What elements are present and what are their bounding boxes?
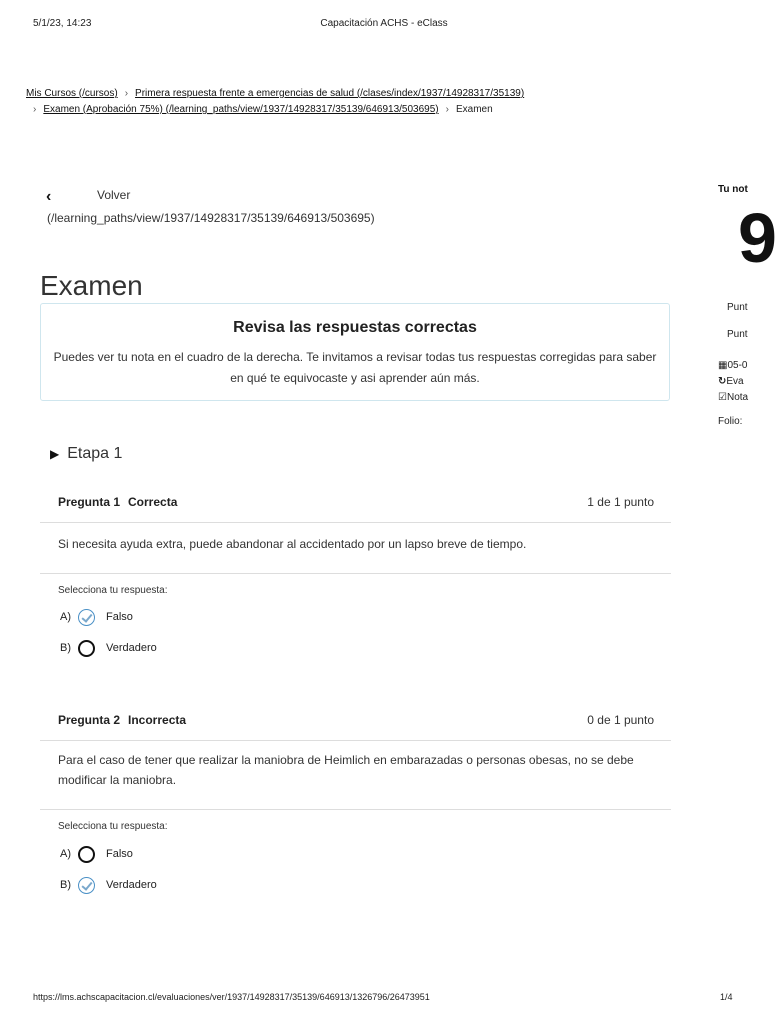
- option-letter: A): [60, 611, 71, 623]
- back-link-path[interactable]: (/learning_paths/view/1937/14928317/35139/646913/503695): [47, 211, 375, 225]
- question-status: Incorrecta: [128, 713, 187, 727]
- breadcrumb-separator: ›: [33, 104, 37, 115]
- divider: [40, 573, 671, 574]
- option-label: Verdadero: [106, 642, 157, 654]
- question-text: Para el caso de tener que realizar la maniobra de Heimlich en embarazadas o personas obesas, no se debe modificar la maniobra.: [58, 753, 634, 787]
- radio-checked-icon[interactable]: [78, 877, 95, 894]
- print-page-number: 1/4: [720, 992, 733, 1002]
- breadcrumb-course-link[interactable]: Primera respuesta frente a emergencias de salud (/clases/index/1937/14928317/35139): [135, 88, 525, 99]
- divider: [40, 522, 671, 523]
- folio-label: Folio:: [718, 416, 743, 427]
- radio-unchecked-icon[interactable]: [78, 640, 95, 657]
- info-box-text: Puedes ver tu nota en el cuadro de la derecha. Te invitamos a revisar todas tus respuestas corregidas para saber en qué te equivocaste y asi aprender aún más.: [53, 350, 657, 385]
- score-line: Punt: [727, 302, 748, 313]
- question-status: Correcta: [128, 495, 178, 509]
- grade-score: 9: [738, 199, 777, 277]
- option-label: Verdadero: [106, 879, 157, 891]
- print-date: 5/1/23, 14:23: [33, 18, 92, 29]
- radio-checked-icon[interactable]: [78, 609, 95, 626]
- back-link[interactable]: Volver: [97, 188, 131, 202]
- breadcrumb: [26, 88, 524, 99]
- question-text: Si necesita ayuda extra, puede abandonar al accidentado por un lapso breve de tiempo.: [58, 537, 527, 551]
- print-footer-url: https://lms.achscapacitacion.cl/evaluaciones/ver/1937/14928317/35139/646913/1326796/26473951: [33, 992, 430, 1002]
- checkbox-icon: ☑: [718, 392, 727, 403]
- question-header: [58, 495, 654, 509]
- grade-title: Tu not: [718, 184, 748, 195]
- divider: [40, 809, 671, 810]
- option-letter: B): [60, 642, 71, 654]
- breadcrumb-line-2: [33, 104, 493, 115]
- question-points: 1 de 1 punto: [587, 495, 654, 509]
- triangle-right-icon: ▶: [50, 447, 60, 461]
- info-box-title: Revisa las respuestas correctas: [233, 319, 477, 336]
- question-number: Pregunta 1: [58, 495, 121, 509]
- eval-line: [718, 376, 744, 387]
- answer-option[interactable]: [60, 607, 133, 627]
- review-info-box: [40, 303, 670, 401]
- stage-label: Etapa 1: [67, 445, 123, 462]
- answer-option[interactable]: [60, 875, 157, 895]
- answer-prompt: Selecciona tu respuesta:: [58, 585, 168, 596]
- question-points: 0 de 1 punto: [587, 713, 654, 727]
- breadcrumb-my-courses-link[interactable]: Mis Cursos (/cursos): [26, 88, 118, 99]
- stage-toggle[interactable]: [50, 445, 122, 463]
- nota-line: [718, 392, 748, 403]
- grade-side-panel: [714, 180, 777, 440]
- print-page-title: Capacitación ACHS - eClass: [320, 18, 448, 29]
- eval-label: Eva: [726, 376, 744, 387]
- breadcrumb-separator: ›: [124, 88, 129, 99]
- date-line: [718, 360, 747, 371]
- option-letter: A): [60, 848, 71, 860]
- answer-prompt: Selecciona tu respuesta:: [58, 821, 168, 832]
- option-letter: B): [60, 879, 71, 891]
- divider: [40, 740, 671, 741]
- answer-option[interactable]: [60, 638, 157, 658]
- radio-unchecked-icon[interactable]: [78, 846, 95, 863]
- score-line: Punt: [727, 329, 748, 340]
- question-number: Pregunta 2: [58, 713, 121, 727]
- grade-date: 05-0: [727, 360, 748, 371]
- option-label: Falso: [106, 848, 133, 860]
- breadcrumb-current: Examen: [455, 104, 493, 115]
- nota-label: Nota: [726, 392, 749, 403]
- breadcrumb-exam-path-link[interactable]: Examen (Aprobación 75%) (/learning_paths/view/1937/14928317/35139/646913/503695): [43, 104, 439, 115]
- calendar-icon: ▦: [718, 360, 728, 371]
- refresh-icon: ↻: [718, 376, 727, 387]
- breadcrumb-separator: ›: [445, 104, 449, 115]
- option-label: Falso: [106, 611, 133, 623]
- page-title: Examen: [40, 270, 143, 301]
- chevron-left-icon[interactable]: ‹: [46, 188, 52, 205]
- question-header: [58, 713, 654, 727]
- answer-option[interactable]: [60, 844, 133, 864]
